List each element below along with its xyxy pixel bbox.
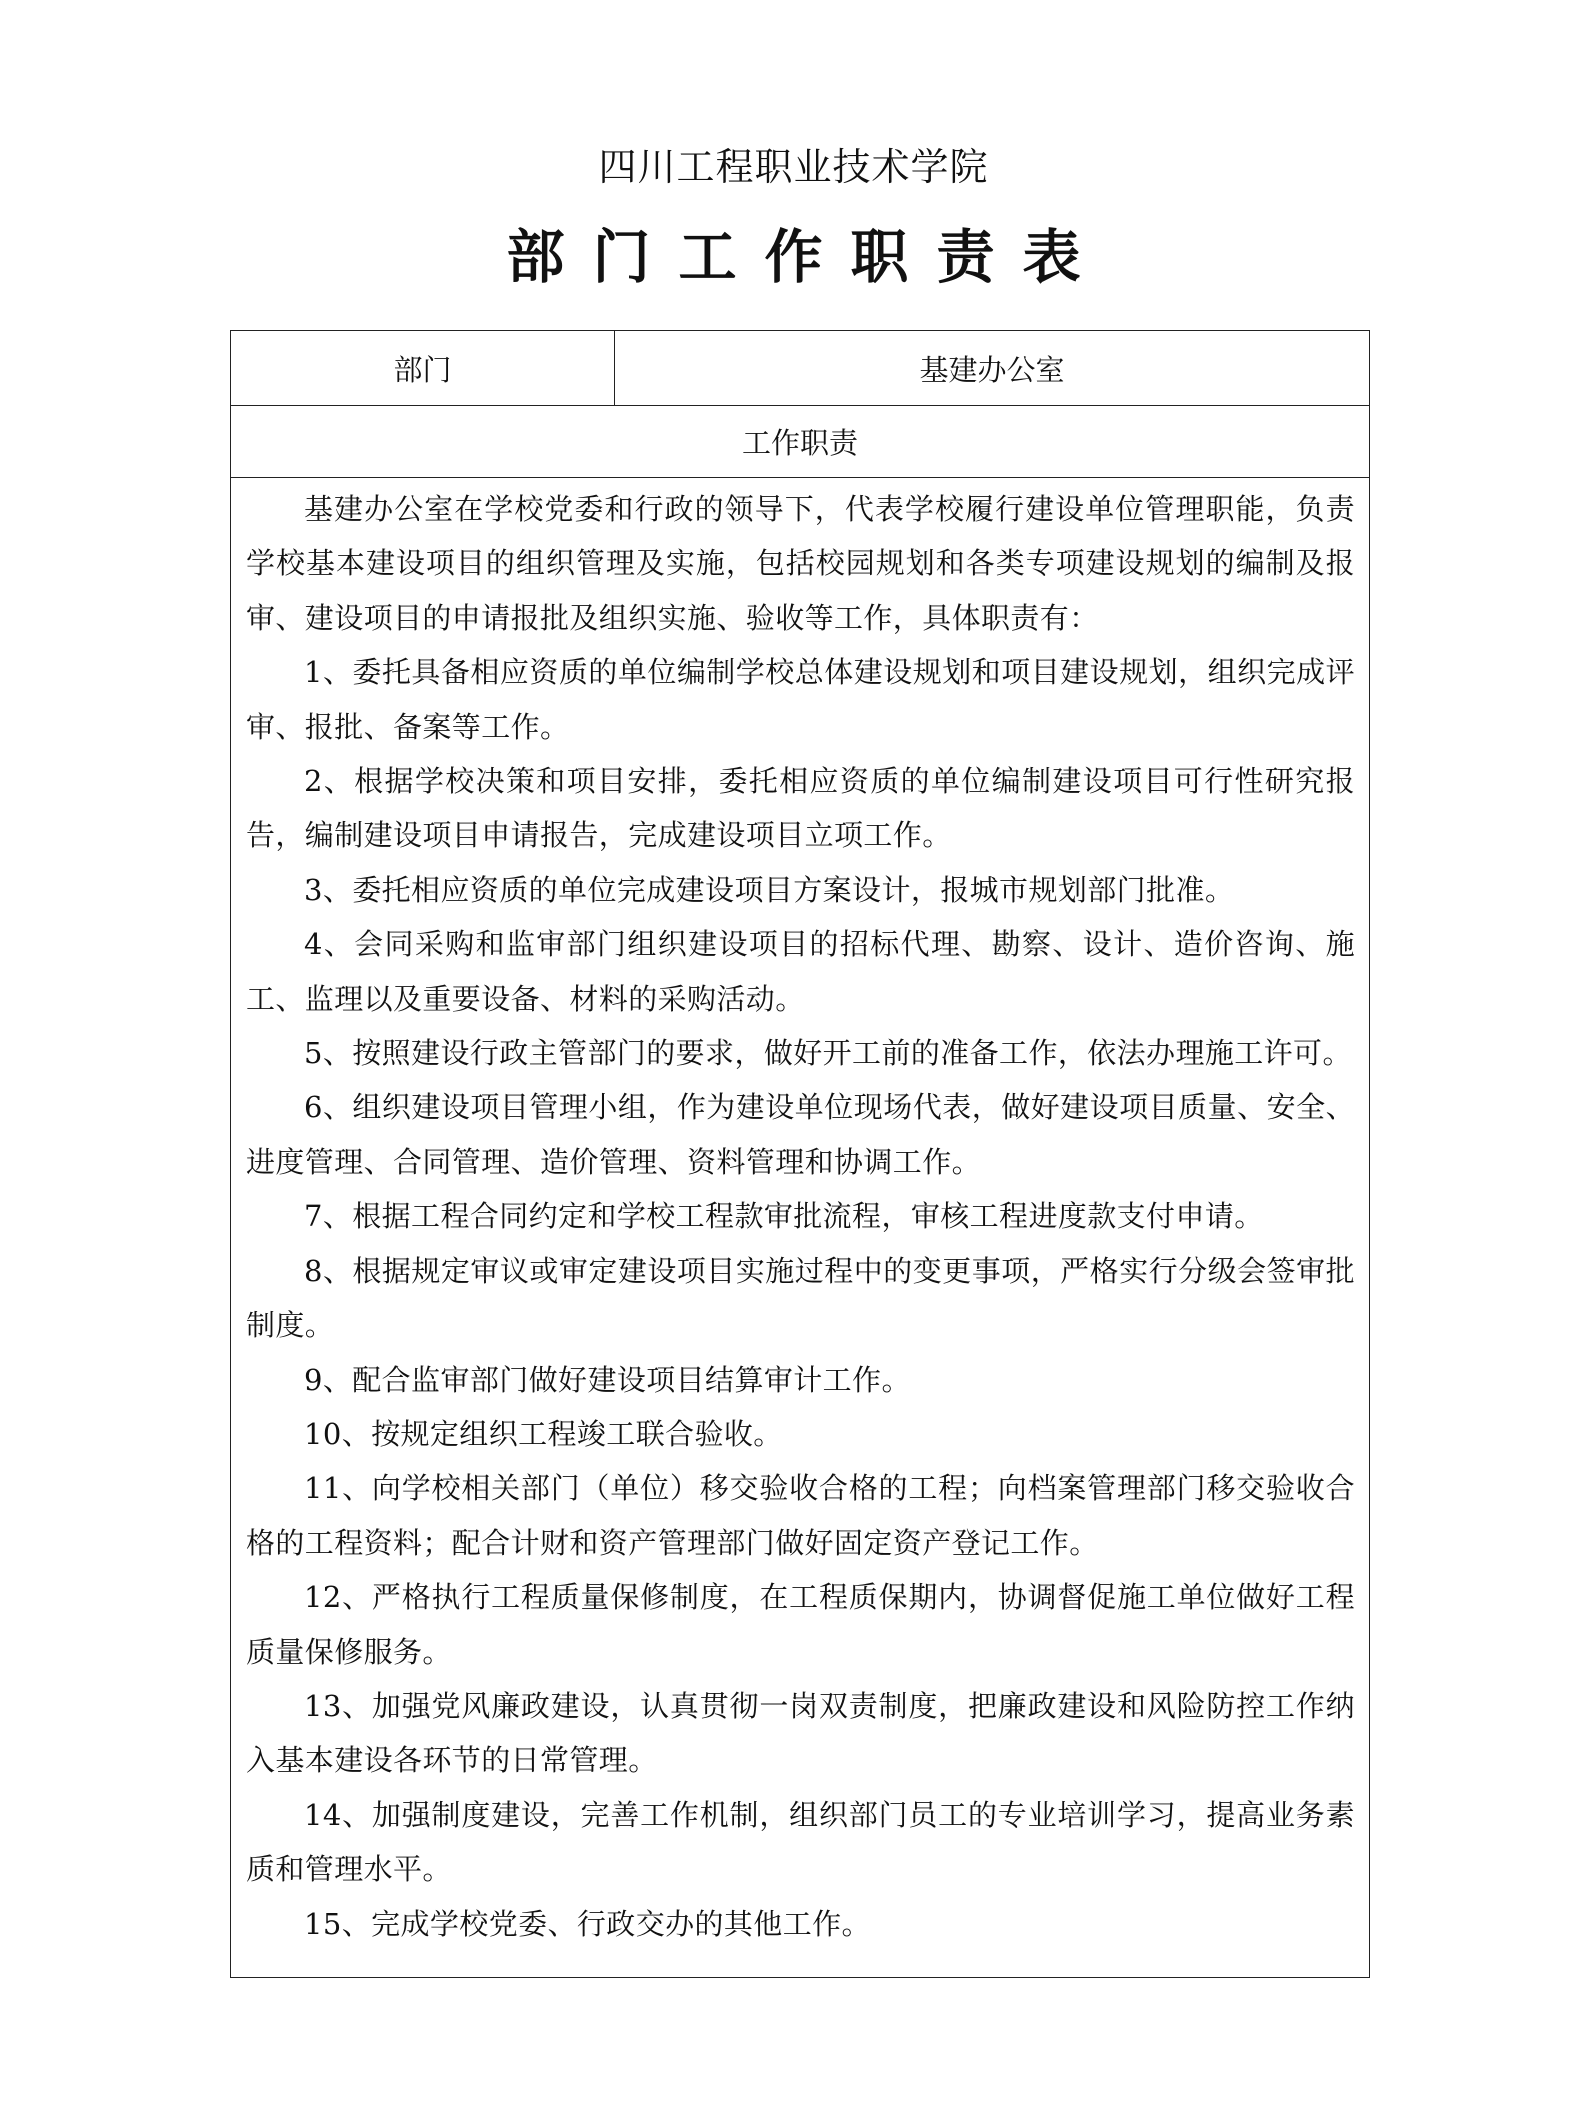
duty-item-13: 13、加强党风廉政建设，认真贯彻一岗双责制度，把廉政建设和风险防控工作纳入基本建设各环节的日常管理。 [246,1688,1355,1778]
duty-item-11: 11、向学校相关部门（单位）移交验收合格的工程；向档案管理部门移交验收合格的工程资料；配合计财和资产管理部门做好固定资产登记工作。 [246,1471,1355,1560]
duty-item-5: 5、按照建设行政主管部门的要求，做好开工前的准备工作，依法办理施工许可。 [304,1036,1352,1071]
duty-item-4: 4、会同采购和监审部门组织建设项目的招标代理、勘察、设计、造价咨询、施工、监理以及重要设备、材料的采购活动。 [246,927,1355,1016]
duty-item-12: 12、严格执行工程质量保修制度，在工程质保期内，协调督促施工单位做好工程质量保修服务。 [246,1580,1355,1669]
section-title: 工作职责 [231,406,1370,478]
duty-item-6: 6、组织建设项目管理小组，作为建设单位现场代表，做好建设项目质量、安全、进度管理、合同管理、造价管理、资料管理和协调工作。 [246,1090,1355,1179]
content-row [231,478,1370,1978]
duty-item-1: 1、委托具备相应资质的单位编制学校总体建设规划和项目建设规划，组织完成评审、报批、备案等工作。 [246,655,1355,744]
duty-item-7: 7、根据工程合同约定和学校工程款审批流程，审核工程进度款支付申请。 [304,1199,1264,1234]
duty-item-9: 9、配合监审部门做好建设项目结算审计工作。 [304,1362,911,1397]
duty-item-8: 8、根据规定审议或审定建设项目实施过程中的变更事项，严格实行分级会签审批制度。 [246,1253,1355,1343]
duty-item-2: 2、根据学校决策和项目安排，委托相应资质的单位编制建设项目可行性研究报告，编制建设项目申请报告，完成建设项目立项工作。 [246,764,1355,853]
department-value: 基建办公室 [615,331,1370,406]
department-label: 部门 [231,331,615,406]
duty-table [230,330,1370,1978]
department-row [231,331,1370,406]
duty-item-3: 3、委托相应资质的单位完成建设项目方案设计，报城市规划部门批准。 [304,872,1235,907]
duties-content [231,478,1370,1978]
section-title-row [231,406,1370,478]
duty-item-10: 10、按规定组织工程竣工联合验收。 [304,1416,783,1451]
duty-item-14: 14、加强制度建设，完善工作机制，组织部门员工的专业培训学习，提高业务素质和管理水平。 [246,1797,1355,1887]
document-title: 部门工作职责表 [506,223,1109,291]
duty-intro-paragraph: 基建办公室在学校党委和行政的领导下，代表学校履行建设单位管理职能，负责学校基本建设项目的组织管理及实施，包括校园规划和各类专项建设规划的编制及报审、建设项目的申请报批及组织实施、验收等工作，具体职责有： [246,492,1355,635]
duty-item-15: 15、完成学校党委、行政交办的其他工作。 [304,1906,871,1941]
school-name: 四川工程职业技术学院 [598,145,989,189]
